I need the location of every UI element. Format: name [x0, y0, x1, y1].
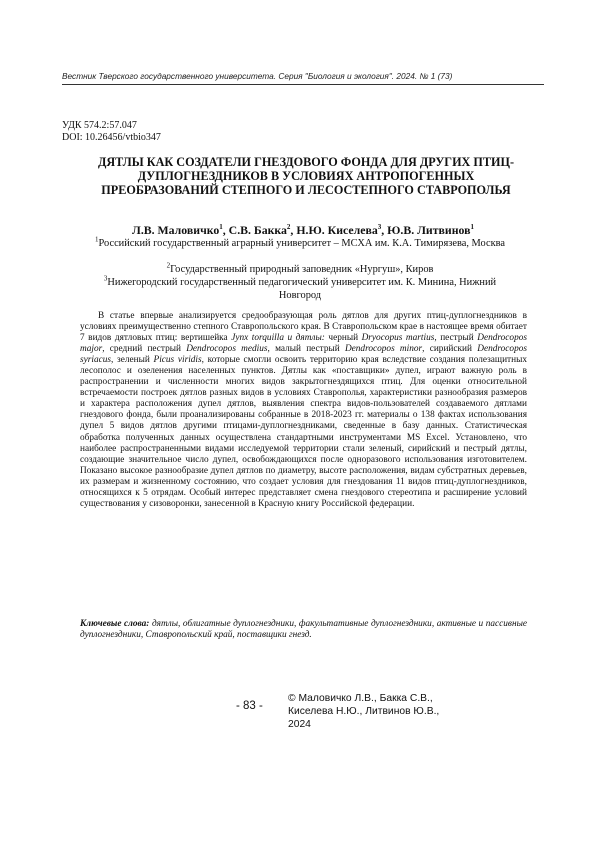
abstract-italic-segment: Dryocopus martius	[361, 333, 435, 344]
abstract-text-segment: , средний пестрый	[102, 344, 187, 355]
keywords-label: Ключевые слова:	[80, 619, 150, 629]
article-title: ДЯТЛЫ КАК СОЗДАТЕЛИ ГНЕЗДОВОГО ФОНДА ДЛЯ ДРУГИХ ПТИЦ-ДУПЛОГНЕЗДНИКОВ В УСЛОВИЯХ АНТРОПОГЕННЫХ ПРЕОБРАЗОВАНИЙ СТЕПНОГО И ЛЕСОСТЕПНОГО СТАВРОПОЛЬЯ	[97, 155, 515, 198]
copyright-line: 2024	[288, 719, 311, 731]
affiliation-2-text: Государственный природный заповедник «Нургуш», Киров	[170, 264, 434, 275]
abstract-text-segment: , зеленый	[111, 355, 154, 366]
affiliation-2-sup: 2	[166, 261, 171, 270]
author-sup: 1	[219, 223, 223, 232]
affiliation-3-sup: 3	[103, 274, 108, 283]
abstract-italic-segment: Jynx torquilla и дятлы:	[231, 333, 325, 344]
affiliation-1-text: Российский государственный аграрный университет – МСХА им. К.А. Тимирязева, Москва	[98, 238, 506, 249]
header-rule	[62, 84, 544, 85]
affiliation-3-text: Нижегородский государственный педагогический университет им. К. Минина, Нижний Новгород	[107, 277, 497, 302]
abstract-text-segment: , которые смогли освоить территорию края вследствие создания полезащитных лесополос и озеленения населенных пунктов. Дятлы как «поставщики» дупел, играют важную роль в распространении и численности многих видов закрытогнездящихся птиц. Для оценки относительной встречаемости построек дятлов разных видов в условиях Ставрополья, характеристики разнообразия размеров и характера расположения дупел дятлов, выявления спектра видов-пользователей создаваемого дятлами гнездового фонда, были проанализированы собранные в 2018-2023 гг. материалы о 138 фактах использования дупел 5 видов дятлов другими птицами-дуплогнездниками, сведенные в базу данных. Статистическая обработка полученных данных осуществлена стандартными инструментами MS Excel. Установлено, что наиболее распространенными видами исследуемой территории стали зеленый, сирийский и пестрый дятлы, создающие значительное число дупел, освобождающихся после одноразового использования изготовителем. Показано высокое разнообразие дупел дятлов по диаметру, высоте расположения, видам субстратных деревьев, их размерам и жизненному состоянию, что создает условия для гнездования 11 видов птиц-дуплогнездников, относящихся к 5 отрядам. Особый интерес представляет смена гнездового стереотипа и расширение условий существования у сизоворонки, занесенной в Красную книгу Российской федерации.	[80, 355, 527, 509]
abstract-italic-segment: Dendrocopos major	[80, 333, 527, 355]
abstract-italic-segment: Dendrocopos medius	[186, 344, 268, 355]
author-sup: 1	[470, 223, 474, 232]
abstract-italic-segment: Dendrocopos syriacus	[80, 344, 527, 366]
abstract-italic-segment: Picus viridis	[153, 355, 202, 366]
keywords-text: дятлы, облигатные дуплогнездники, факультативные дуплогнездники, активные и пассивные дуплогнездники, Ставропольский край, поставщики гнезд.	[80, 619, 527, 641]
identifiers-block	[62, 120, 161, 143]
author-name: Ю.В. Литвинов	[387, 223, 471, 237]
author-sup: 2	[286, 223, 291, 232]
abstract-text-segment: черный	[324, 333, 362, 344]
doi: DOI: 10.26456/vtbio347	[62, 131, 161, 143]
author-separator: ,	[290, 223, 297, 237]
abstract-text-segment: , сирийский	[422, 344, 478, 355]
udc-code: УДК 574.2:57.047	[62, 120, 137, 131]
author-sup: 3	[377, 223, 382, 232]
affiliation-1-sup: 1	[94, 235, 99, 244]
abstract	[80, 311, 527, 510]
copyright-line: Киселева Н.Ю., Литвинов Ю.В.,	[288, 706, 440, 718]
abstract-italic-segment: Dendrocopos minor	[344, 344, 423, 355]
affiliation-2	[90, 263, 510, 276]
copyright-line: © Маловичко Л.В., Бакка С.В.,	[288, 693, 433, 704]
copyright	[288, 692, 468, 732]
abstract-text-segment: В статье впервые анализируется средообразующая роль дятлов для других птиц-дуплогнездников в условиях преимущественно степного Ставропольского края. В Ставропольском крае в настоящее время обитает 7 видов дятловых птиц: вертишейка	[80, 311, 527, 344]
journal-header: Вестник Тверского государственного университета. Серия "Биология и экология". 2024. № 1 (73)	[62, 71, 453, 81]
affiliation-1	[90, 237, 510, 250]
abstract-text-segment: , малый пестрый	[267, 344, 345, 355]
keywords	[80, 619, 527, 641]
page-number: - 83 -	[236, 700, 263, 712]
authors-line	[62, 223, 544, 238]
affiliation-3	[90, 276, 510, 302]
author-name: Н.Ю. Киселева	[296, 223, 378, 237]
author-name: Л.В. Маловичко	[132, 223, 220, 237]
author-name: С.В. Бакка	[228, 223, 287, 237]
abstract-text-segment: , пестрый	[434, 333, 478, 344]
author-separator: ,	[222, 223, 229, 237]
author-separator: ,	[381, 223, 388, 237]
